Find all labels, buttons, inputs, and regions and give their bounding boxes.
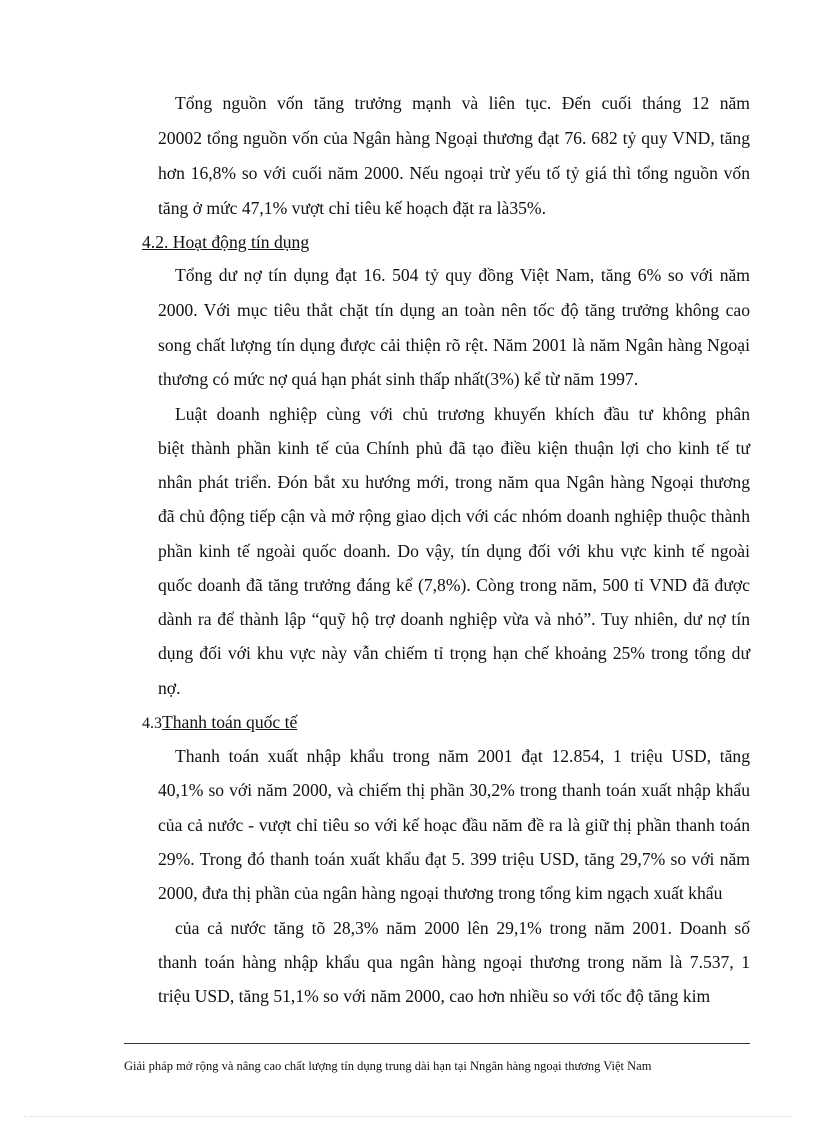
paragraph-3-line: quốc doanh đã tăng trưởng đáng kể (7,8%). Còng trong năm, 500 tỉ VND đã được xyxy=(158,575,750,595)
paragraph-3-line: Luật doanh nghiệp cùng với chủ trương khuyến khích đầu tư không phân xyxy=(175,404,750,424)
paragraph-1-line: hơn 16,8% so với cuối năm 2000. Nếu ngoại trừ yếu tố tỷ giá thì tổng nguồn vốn xyxy=(158,163,750,183)
footer-rule xyxy=(124,1043,750,1044)
paragraph-4-line: Thanh toán xuất nhập khẩu trong năm 2001 đạt 12.854, 1 triệu USD, tăng xyxy=(175,746,750,766)
paragraph-2-line: thương có mức nợ quá hạn phát sinh thấp nhất(3%) kể từ năm 1997. xyxy=(158,369,639,389)
page-bottom-dotted-border xyxy=(24,1116,792,1117)
paragraph-5-line: thanh toán hàng nhập khẩu qua ngân hàng ngoại thương trong năm là 7.537, 1 xyxy=(158,952,750,972)
paragraph-1-line: Tổng nguồn vốn tăng trưởng mạnh và liên tục. Đến cuối tháng 12 năm xyxy=(175,93,750,113)
paragraph-3-line: biệt thành phần kinh tế của Chính phủ đã tạo điều kiện thuận lợi cho kinh tế tư xyxy=(158,438,750,458)
paragraph-3-line: dành ra để thành lập “quỹ hộ trợ doanh nghiệp vừa và nhỏ”. Tuy nhiên, dư nợ tín xyxy=(158,609,750,629)
paragraph-3-line: nhân phát triển. Đón bắt xu hướng mới, trong năm qua Ngân hàng Ngoại thương xyxy=(158,472,750,492)
paragraph-1-line: tăng ở mức 47,1% vượt chỉ tiêu kế hoạch đặt ra là35%. xyxy=(158,198,546,218)
paragraph-4-line: 29%. Trong đó thanh toán xuất khẩu đạt 5. 399 triệu USD, tăng 29,7% so với năm xyxy=(158,849,750,869)
section-heading-4-3 xyxy=(142,711,297,735)
section-heading-title: Thanh toán quốc tế xyxy=(162,712,298,732)
paragraph-4-line: của cả nước - vượt chỉ tiêu so với kế hoạc đầu năm đề ra là giữ thị phần thanh toán xyxy=(158,815,750,835)
paragraph-4-line: 2000, đưa thị phần của ngân hàng ngoại thương trong tổng kim ngạch xuất khẩu xyxy=(158,883,723,903)
paragraph-2-line: Tổng dư nợ tín dụng đạt 16. 504 tỷ quy đồng Việt Nam, tăng 6% so với năm xyxy=(175,265,750,285)
paragraph-3-line: nợ. xyxy=(158,678,181,698)
paragraph-1-line: 20002 tổng nguồn vốn của Ngân hàng Ngoại thương đạt 76. 682 tỷ quy VND, tăng xyxy=(158,128,750,148)
paragraph-2-line: 2000. Với mục tiêu thắt chặt tín dụng an toàn nên tốc độ tăng trưởng không cao xyxy=(158,300,750,320)
section-heading-4-2 xyxy=(142,231,309,253)
paragraph-3-line: dụng đối với khu vực này vẫn chiếm tỉ trọng hạn chế khoảng 25% trong tổng dư xyxy=(158,643,750,663)
section-heading-title: 4.2. Hoạt động tín dụng xyxy=(142,232,310,252)
paragraph-5-line: triệu USD, tăng 51,1% so với năm 2000, cao hơn nhiều so với tốc độ tăng kim xyxy=(158,986,711,1006)
page-footer: Giải pháp mở rộng và nâng cao chất lượng tín dụng trung dài hạn tại Nngân hàng ngoại thương Việt Nam xyxy=(124,1059,652,1073)
paragraph-2-line: song chất lượng tín dụng được cải thiện rõ rệt. Năm 2001 là năm Ngân hàng Ngoại xyxy=(158,335,750,355)
paragraph-5-line: của cả nước tăng tõ 28,3% năm 2000 lên 29,1% trong năm 2001. Doanh số xyxy=(175,918,750,938)
paragraph-4-line: 40,1% so với năm 2000, và chiếm thị phần 30,2% trong thanh toán xuất nhập khẩu xyxy=(158,780,750,800)
section-heading-number: 4.3 xyxy=(142,715,162,732)
paragraph-3-line: đã chủ động tiếp cận và mở rộng giao dịch với các nhóm doanh nghiệp thuộc thành xyxy=(158,506,750,526)
paragraph-3-line: phần kinh tế ngoài quốc doanh. Do vậy, tín dụng đối với khu vực kinh tế ngoài xyxy=(158,541,750,561)
